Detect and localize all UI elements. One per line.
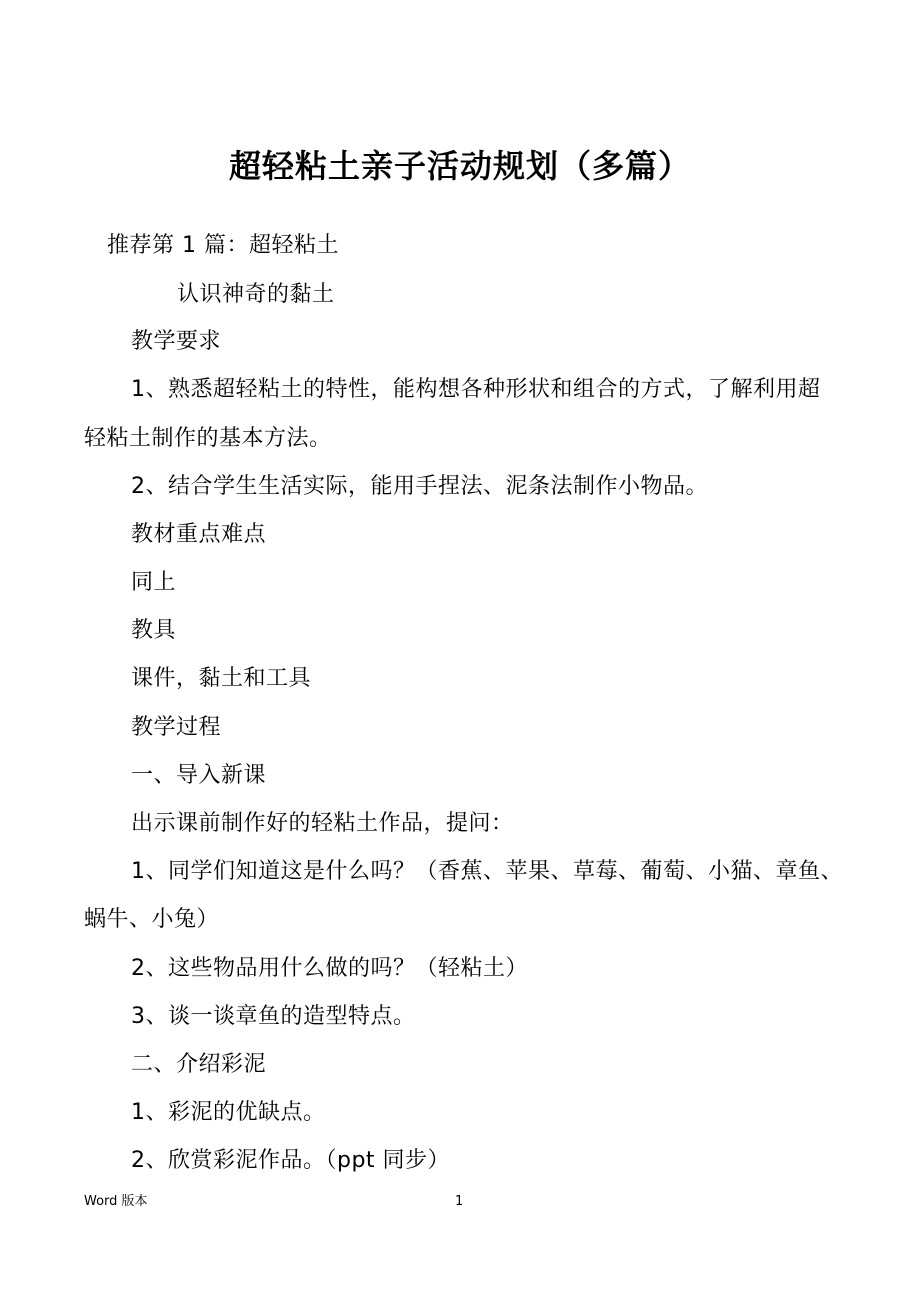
paragraph: 1、彩泥的优缺点。 [131, 1100, 326, 1125]
paragraph: 2、欣赏彩泥作品。（ppt 同步） [131, 1148, 451, 1173]
paragraph: 3、谈一谈章鱼的造型特点。 [131, 1004, 416, 1029]
paragraph: 二、介绍彩泥 [131, 1052, 267, 1077]
document-title: 超轻粘土亲子活动规划（多篇） [228, 147, 691, 185]
paragraph: 1、同学们知道这是什么吗？（香蕉、苹果、草莓、葡萄、小猫、章鱼、 [131, 859, 843, 884]
paragraph: 教学要求 [131, 329, 222, 354]
paragraph: 2、这些物品用什么做的吗？（轻粘土） [131, 956, 528, 981]
paragraph-continuation: 蜗牛、小兔） [84, 907, 220, 932]
page-number: 1 [455, 1194, 464, 1209]
paragraph: 教材重点难点 [131, 522, 267, 547]
footer-label: Word 版本 [84, 1194, 148, 1209]
paragraph: 2、结合学生生活实际，能用手捏法、泥条法制作小物品。 [131, 474, 708, 499]
paragraph: 教具 [131, 618, 177, 643]
paragraph: 一、导入新课 [131, 763, 267, 788]
lesson-title: 认识神奇的黏土 [177, 282, 335, 307]
paragraph: 出示课前制作好的轻粘土作品，提问： [131, 811, 514, 836]
paragraph-continuation: 轻粘土制作的基本方法。 [84, 426, 332, 451]
paragraph: 课件，黏土和工具 [131, 666, 312, 691]
section-heading: 推荐第 1 篇：超轻粘土 [107, 233, 339, 258]
paragraph: 同上 [131, 570, 177, 595]
paragraph: 教学过程 [131, 715, 222, 740]
paragraph: 1、熟悉超轻粘土的特性，能构想各种形状和组合的方式，了解利用超 [131, 377, 821, 402]
